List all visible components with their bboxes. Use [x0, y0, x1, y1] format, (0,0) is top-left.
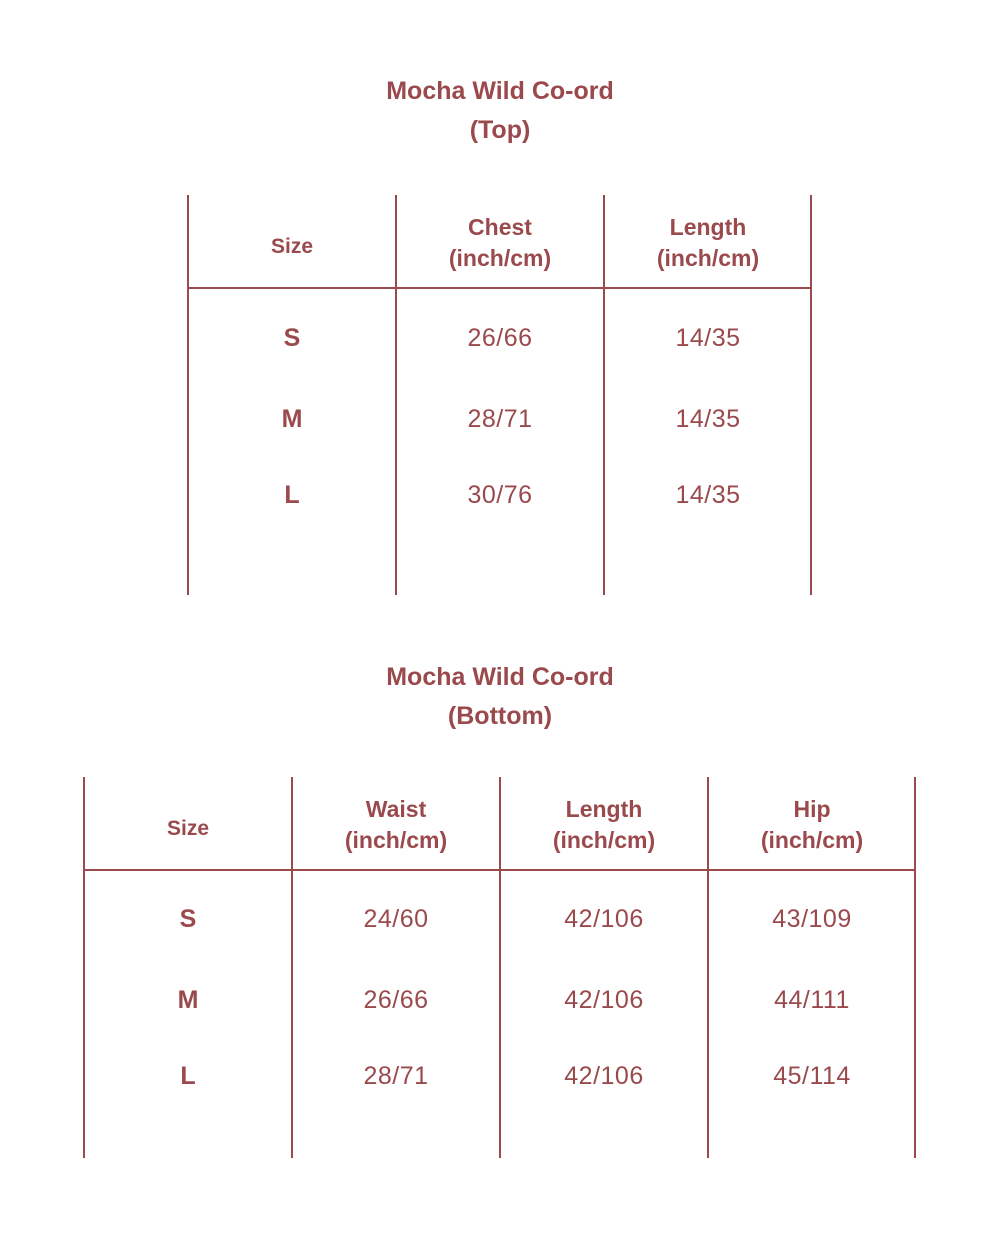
top-header-length-unit: (inch/cm) — [656, 245, 760, 271]
bottom-row-l-waist: 28/71 — [363, 1062, 429, 1090]
top-row-m-size: M — [281, 405, 303, 433]
top-row-l-size: L — [284, 481, 300, 509]
top-header-chest-unit: (inch/cm) — [448, 245, 552, 271]
top-row-s-size: S — [283, 324, 301, 352]
bottom-header-waist — [292, 794, 500, 856]
bottom-row-m-hip: 44/111 — [774, 986, 850, 1014]
bottom-header-hip — [708, 794, 916, 856]
bottom-header-hip-unit: (inch/cm) — [760, 827, 864, 853]
bottom-header-length-label: Length — [565, 796, 643, 822]
top-title-line2: (Top) — [469, 116, 531, 144]
bottom-header-waist-label: Waist — [365, 796, 427, 822]
bottom-title-line1: Mocha Wild Co-ord — [386, 663, 614, 691]
bottom-header-size: Size — [166, 817, 210, 840]
top-table-header-divider — [187, 287, 812, 289]
bottom-row-m-length: 42/106 — [564, 986, 644, 1014]
bottom-row-s-hip: 43/109 — [772, 905, 852, 933]
top-title-line1: Mocha Wild Co-ord — [386, 77, 614, 105]
bottom-row-s-length: 42/106 — [564, 905, 644, 933]
top-header-length-label: Length — [669, 214, 747, 240]
bottom-row-l-length: 42/106 — [564, 1062, 644, 1090]
bottom-table-title — [0, 658, 1000, 736]
top-row-m-length: 14/35 — [675, 405, 741, 433]
bottom-header-hip-label: Hip — [793, 796, 831, 822]
top-header-chest-label: Chest — [468, 214, 532, 240]
top-row-l-chest: 30/76 — [467, 481, 533, 509]
bottom-row-m-size: M — [177, 986, 199, 1014]
top-header-chest — [396, 212, 604, 274]
bottom-row-s-size: S — [179, 905, 197, 933]
top-table-title — [0, 72, 1000, 150]
bottom-header-length — [500, 794, 708, 856]
bottom-row-l-hip: 45/114 — [773, 1062, 851, 1090]
bottom-title-line2: (Bottom) — [447, 702, 553, 730]
top-header-length — [604, 212, 812, 274]
top-row-s-chest: 26/66 — [467, 324, 533, 352]
top-row-l-length: 14/35 — [675, 481, 741, 509]
bottom-row-l-size: L — [180, 1062, 196, 1090]
top-header-size: Size — [270, 235, 314, 258]
bottom-row-s-waist: 24/60 — [363, 905, 429, 933]
bottom-header-length-unit: (inch/cm) — [552, 827, 656, 853]
top-row-s-length: 14/35 — [675, 324, 741, 352]
top-row-m-chest: 28/71 — [467, 405, 533, 433]
bottom-table-header-divider — [83, 869, 916, 871]
bottom-row-m-waist: 26/66 — [363, 986, 429, 1014]
bottom-header-waist-unit: (inch/cm) — [344, 827, 448, 853]
